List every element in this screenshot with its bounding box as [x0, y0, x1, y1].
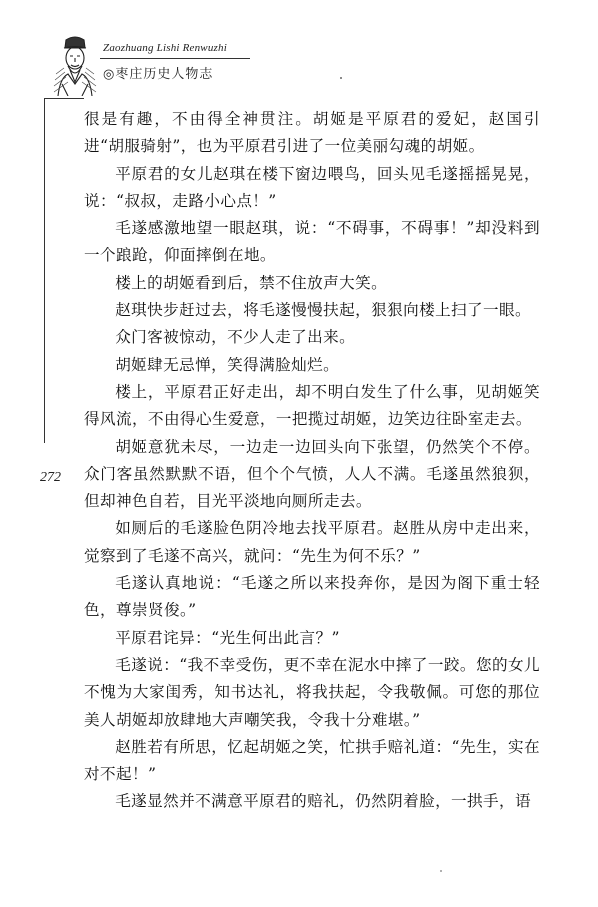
series-title-chinese: ◎枣庄历史人物志: [103, 67, 214, 82]
paragraph: 平原君诧异：“光生何出此言？”: [115, 628, 340, 647]
paragraph: 众门客被惊动，不少人走了出来。: [115, 328, 356, 347]
print-speck: [440, 870, 442, 872]
paragraph: 楼上，平原君正好走出，却不明白发生了什么事，见胡姬笑得风流，不由得心生爱意，一把揽过胡姬，边笑边往卧室走去。: [84, 382, 540, 429]
margin-rule-horizontal: [44, 98, 84, 99]
page-number: 272: [40, 470, 61, 485]
author-portrait-icon: [52, 34, 98, 96]
paragraph: 毛遂说：“我不幸受伤，更不幸在泥水中摔了一跤。您的女儿不愧为大家闺秀，知书达礼，将我扶起，令我敬佩。可您的那位美人胡姬却放肆地大声嘲笑我，令我十分难堪。”: [84, 655, 540, 729]
paragraph: 楼上的胡姬看到后，禁不住放声大笑。: [115, 273, 388, 292]
paragraph: 胡姬肆无忌惮，笑得满脸灿烂。: [115, 355, 340, 374]
print-speck: [340, 77, 342, 79]
paragraph: 赵琪快步赶过去，将毛遂慢慢扶起，狠狠向楼上扫了一眼。: [115, 301, 532, 320]
paragraph: 毛遂感激地望一眼赵琪，说：“不碍事，不碍事！”却没料到一个踉跄，仰面摔倒在地。: [84, 219, 540, 265]
paragraph: 很是有趣，不由得全神贯注。胡姬是平原君的爱妃，赵国引进“胡服骑射”，也为平原君引进了一位美丽勾魂的胡姬。: [84, 110, 540, 156]
paragraph: 毛遂认真地说：“毛遂之所以来投奔你，是因为阁下重士轻色，尊崇贤俊。”: [84, 574, 540, 620]
paragraph: 毛遂显然并不满意平原君的赔礼，仍然阴着脸，一拱手，语: [115, 792, 532, 811]
header-divider: [100, 58, 250, 59]
paragraph: 平原君的女儿赵琪在楼下窗边喂鸟，回头见毛遂摇摇晃晃，说：“叔叔，走路小心点！”: [84, 164, 540, 210]
series-title-english: Zaozhuang Lishi Renwuzhi: [103, 42, 227, 54]
paragraph: 胡姬意犹未尽，一边走一边回头向下张望，仍然笑个不停。众门客虽然默默不语，但个个气愤，人人不满。毛遂虽然狼狈，但却神色自若，目光平淡地向厕所走去。: [84, 437, 540, 511]
paragraph: 赵胜若有所思，忆起胡姬之笑，忙拱手赔礼道：“先生，实在对不起！”: [84, 737, 540, 784]
paragraph: 如厕后的毛遂脸色阴冷地去找平原君。赵胜从房中走出来，觉察到了毛遂不高兴，就问：“先生为何不乐？”: [84, 519, 540, 565]
margin-rule-vertical: [44, 98, 45, 443]
body-text: [84, 106, 540, 816]
